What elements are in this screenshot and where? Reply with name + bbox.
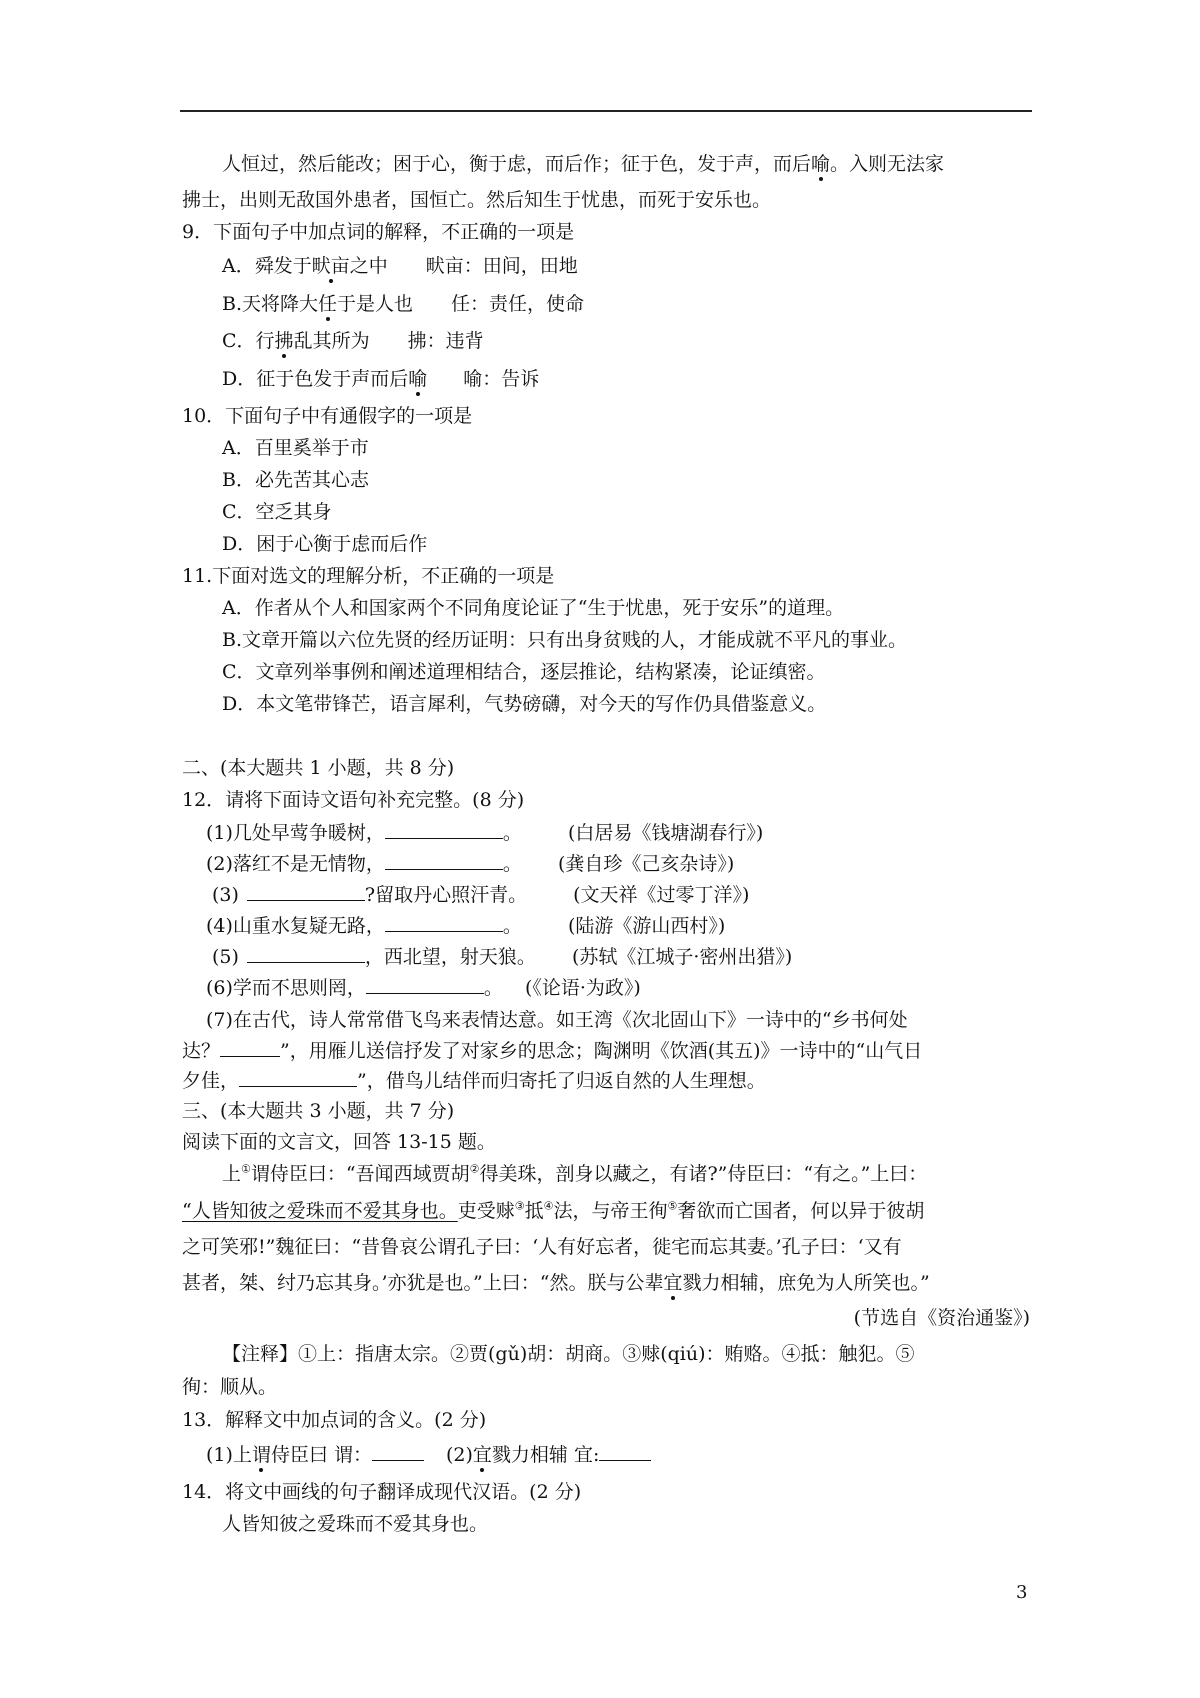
annotation-notes: 【注释】①上：指唐太宗。②贾(gǔ)胡：胡商。③赇(qiú)：贿赂。④抵：触犯。⑤ [222,1343,915,1365]
classical-passage-line: 上①谓侍臣曰：“吾闻西域贾胡②得美珠，剖身以藏之，有诸?”侍臣曰：“有之。”上曰： [222,1162,928,1185]
question-11-option: B.文章开篇以六位先贤的经历证明：只有出身贫贱的人，才能成就不平凡的事业。 [222,629,908,651]
fill-item-7: (7)在古代，诗人常常借飞鸟来表情达意。如王湾《次北固山下》一诗中的“乡书何处 [206,1009,908,1031]
question-14-sentence: 人皆知彼之爱珠而不爱其身也。 [222,1513,489,1535]
question-10-option: D．困于心衡于虑而后作 [222,533,428,555]
question-10-option: C．空乏其身 [222,501,332,523]
question-9-option-a: A．舜发于畎亩之中 畎亩：田间，田地 [222,255,578,277]
passage-source: (节选自《资治通鉴》) [853,1307,1030,1329]
question-9-option-b: B.天将降大任于是人也 任：责任，使命 [222,293,585,315]
question-13-items: (1)上谓侍臣曰 谓： (2)宜戮力相辅 宜: [206,1440,651,1468]
question-11-option: A．作者从个人和国家两个不同角度论证了“生于忧患，死于安乐”的道理。 [222,597,845,619]
section-2-header: 二、(本大题共 1 小题，共 8 分) [182,757,455,779]
fill-item-4: (4)山重水复疑无路， 。 (陆游《游山西村》) [206,911,725,939]
question-14-stem: 14．将文中画线的句子翻译成现代汉语。(2 分) [182,1481,582,1503]
fill-item-7-line: 达？ ”，用雁儿送信抒发了对家乡的思念；陶渊明《饮酒(其五)》一诗中的“山气日 [182,1036,922,1064]
question-11-option: C．文章列举事例和阐述道理相结合，逐层推论，结构紧凑，论证缜密。 [222,661,826,683]
question-11-stem: 11.下面对选文的理解分析，不正确的一项是 [182,565,555,587]
classical-passage-line: 之可笑邪!”魏征曰：“昔鲁哀公谓孔子曰：‘人有好忘者，徙宅而忘其妻。’孔子曰：‘又有 [182,1236,902,1258]
question-11-option: D．本文笔带锋芒，语言犀利，气势磅礴，对今天的写作仍具借鉴意义。 [222,693,827,715]
question-10-stem: 10．下面句子中有通假字的一项是 [182,405,473,427]
fill-item-1: (1)几处早莺争暖树， 。 (白居易《钱塘湖春行》) [206,818,763,846]
question-9-option-d: D．征于色发于声而后喻 喻：告诉 [222,368,540,390]
answer-blank[interactable] [239,1066,357,1087]
answer-blank[interactable] [372,1440,424,1461]
fill-item-3: (3) ?留取丹心照汗青。 (文天祥《过零丁洋》) [212,880,749,908]
answer-blank[interactable] [247,880,365,901]
answer-blank[interactable] [385,818,503,839]
answer-blank[interactable] [385,911,503,932]
answer-blank[interactable] [599,1440,651,1461]
question-9-option-c: C．行拂乱其所为 拂：违背 [222,330,484,352]
underlined-sentence: “人皆知彼之爱珠而不爱其身也。 [182,1200,458,1222]
passage-line: 人恒过，然后能改；困于心，衡于虑，而后作；征于色，发于声，而后喻。入则无法家 [222,153,945,175]
fill-item-5: (5) ，西北望，射天狼。 (苏轼《江城子·密州出猎》) [212,942,792,970]
page-number: 3 [1016,1582,1028,1603]
question-9-stem: 9．下面句子中加点词的解释，不正确的一项是 [182,221,575,243]
classical-passage-line: “人皆知彼之爱珠而不爱其身也。吏受赇③抵④法，与帝王徇⑤奢欲而亡国者，何以异于彼胡 [182,1199,925,1222]
question-13-stem: 13．解释文中加点词的含义。(2 分) [182,1409,487,1431]
annotation-notes: 徇：顺从。 [182,1376,278,1398]
header-rule [180,110,1032,112]
answer-blank[interactable] [220,1036,280,1057]
classical-passage-line: 甚者，桀、纣乃忘其身。’亦犹是也。”上曰：“然。朕与公辈宜戮力相辅，庶免为人所笑也。” [182,1272,930,1294]
question-10-option: A．百里奚举于市 [222,437,369,459]
question-12-stem: 12．请将下面诗文语句补充完整。(8 分) [182,789,525,811]
section-3-intro: 阅读下面的文言文，回答 13-15 题。 [182,1131,496,1153]
passage-line: 拂士，出则无敌国外患者，国恒亡。然后知生于忧患，而死于安乐也。 [182,189,772,211]
fill-item-7-line: 夕佳， ”，借鸟儿结伴而归寄托了归返自然的人生理想。 [182,1066,766,1094]
answer-blank[interactable] [247,942,365,963]
fill-item-2: (2)落红不是无情物， 。 (龚自珍《己亥杂诗》) [206,849,734,877]
section-3-header: 三、(本大题共 3 小题，共 7 分) [182,1100,455,1122]
question-10-option: B．必先苦其心志 [222,469,369,491]
fill-item-6: (6)学而不思则罔， 。 (《论语·为政》) [206,973,641,1001]
answer-blank[interactable] [385,849,503,870]
answer-blank[interactable] [366,973,484,994]
